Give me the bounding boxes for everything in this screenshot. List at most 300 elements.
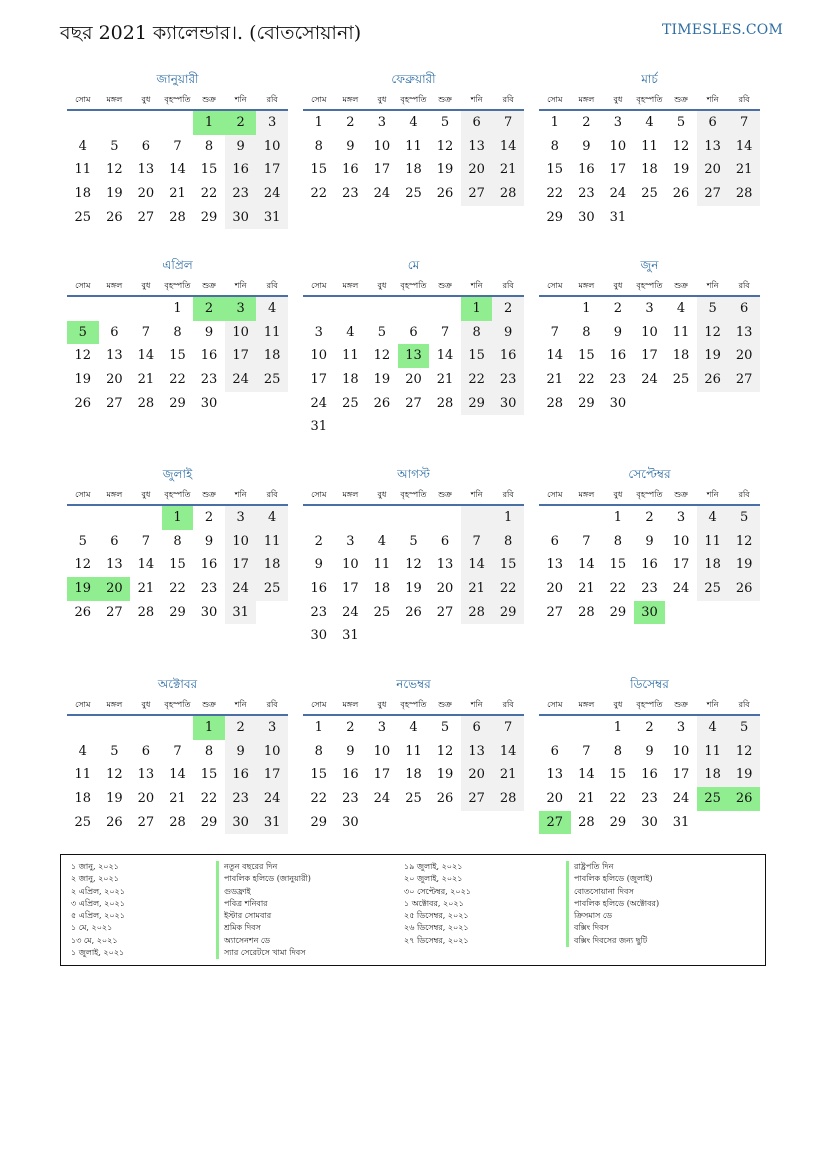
day-cell[interactable]: 3	[676, 720, 686, 735]
day-cell[interactable]: 7	[440, 324, 450, 340]
holiday-day-cell[interactable]: 13	[398, 344, 430, 368]
day-cell[interactable]: 28	[492, 787, 524, 811]
day-cell[interactable]: 26	[697, 368, 729, 392]
day-cell[interactable]: 28	[169, 209, 186, 225]
day-cell[interactable]: 6	[141, 138, 151, 154]
day-cell[interactable]: 28	[169, 814, 186, 830]
site-link[interactable]: TIMESLES.COM	[662, 22, 783, 38]
day-cell[interactable]: 17	[225, 344, 257, 368]
day-cell[interactable]: 11	[256, 321, 288, 345]
day-cell[interactable]: 3	[314, 324, 323, 340]
day-cell[interactable]: 27	[137, 209, 155, 225]
day-cell[interactable]: 26	[373, 395, 391, 411]
day-cell[interactable]: 25	[405, 186, 422, 202]
day-cell[interactable]: 3	[377, 115, 387, 130]
day-cell[interactable]: 13	[728, 321, 760, 345]
day-cell[interactable]: 20	[461, 158, 493, 182]
day-cell[interactable]: 10	[342, 557, 359, 573]
day-cell[interactable]: 10	[256, 135, 288, 159]
day-cell[interactable]: 23	[200, 581, 218, 597]
day-cell[interactable]: 26	[436, 186, 454, 202]
day-cell[interactable]: 1	[613, 510, 623, 525]
day-cell[interactable]: 21	[728, 158, 760, 182]
day-cell[interactable]: 26	[672, 186, 690, 202]
day-cell[interactable]: 7	[173, 138, 182, 154]
day-cell[interactable]: 28	[728, 182, 760, 206]
day-cell[interactable]: 27	[461, 787, 493, 811]
day-cell[interactable]: 4	[697, 716, 729, 740]
day-cell[interactable]: 24	[672, 581, 690, 597]
day-cell[interactable]: 3	[256, 111, 288, 135]
day-cell[interactable]: 19	[728, 763, 760, 787]
day-cell[interactable]: 11	[74, 767, 92, 783]
day-cell[interactable]: 8	[173, 324, 182, 340]
day-cell[interactable]: 4	[256, 506, 288, 530]
day-cell[interactable]: 9	[645, 743, 654, 759]
day-cell[interactable]: 16	[225, 158, 257, 182]
day-cell[interactable]: 22	[169, 581, 186, 597]
day-cell[interactable]: 7	[728, 111, 760, 135]
day-cell[interactable]: 6	[461, 111, 493, 135]
day-cell[interactable]: 18	[256, 553, 288, 577]
day-cell[interactable]: 18	[74, 186, 92, 202]
day-cell[interactable]: 23	[342, 186, 359, 202]
day-cell[interactable]: 11	[405, 743, 422, 759]
day-cell[interactable]: 20	[137, 791, 155, 807]
holiday-day-cell[interactable]: 27	[539, 811, 571, 835]
day-cell[interactable]: 9	[346, 138, 355, 154]
day-cell[interactable]: 8	[613, 743, 623, 759]
day-cell[interactable]: 29	[200, 209, 218, 225]
day-cell[interactable]: 21	[461, 577, 493, 601]
day-cell[interactable]: 21	[578, 791, 595, 807]
day-cell[interactable]: 15	[609, 557, 627, 573]
day-cell[interactable]: 20	[546, 581, 564, 597]
day-cell[interactable]: 12	[436, 138, 454, 154]
day-cell[interactable]: 8	[492, 530, 524, 554]
day-cell[interactable]: 16	[609, 348, 627, 364]
day-cell[interactable]: 3	[613, 115, 623, 130]
day-cell[interactable]: 30	[310, 628, 328, 644]
day-cell[interactable]: 29	[546, 209, 564, 225]
day-cell[interactable]: 9	[645, 533, 654, 549]
day-cell[interactable]: 18	[256, 344, 288, 368]
day-cell[interactable]: 6	[550, 533, 559, 549]
day-cell[interactable]: 19	[728, 553, 760, 577]
day-cell[interactable]: 19	[74, 372, 92, 388]
day-cell[interactable]: 29	[578, 395, 595, 411]
day-cell[interactable]: 15	[578, 348, 595, 364]
day-cell[interactable]: 24	[342, 604, 359, 620]
day-cell[interactable]: 10	[225, 321, 257, 345]
day-cell[interactable]: 6	[697, 111, 729, 135]
day-cell[interactable]: 30	[200, 604, 218, 620]
day-cell[interactable]: 25	[672, 372, 690, 388]
day-cell[interactable]: 21	[578, 581, 595, 597]
day-cell[interactable]: 7	[141, 533, 151, 549]
day-cell[interactable]: 14	[137, 557, 155, 573]
day-cell[interactable]: 9	[346, 743, 355, 759]
day-cell[interactable]: 29	[461, 392, 493, 416]
holiday-day-cell[interactable]: 19	[67, 577, 99, 601]
day-cell[interactable]: 4	[645, 115, 654, 130]
day-cell[interactable]: 25	[697, 577, 729, 601]
day-cell[interactable]: 5	[697, 297, 729, 321]
day-cell[interactable]: 7	[582, 533, 591, 549]
day-cell[interactable]: 15	[200, 162, 218, 178]
day-cell[interactable]: 6	[409, 324, 418, 340]
day-cell[interactable]: 11	[697, 740, 729, 764]
day-cell[interactable]: 4	[346, 324, 355, 340]
day-cell[interactable]: 5	[377, 324, 387, 340]
day-cell[interactable]: 27	[697, 182, 729, 206]
day-cell[interactable]: 17	[310, 372, 328, 388]
day-cell[interactable]: 27	[106, 604, 123, 620]
holiday-day-cell[interactable]: 2	[193, 297, 225, 321]
day-cell[interactable]: 2	[645, 720, 654, 735]
day-cell[interactable]: 9	[492, 321, 524, 345]
day-cell[interactable]: 11	[405, 138, 422, 154]
day-cell[interactable]: 25	[373, 604, 391, 620]
day-cell[interactable]: 25	[74, 814, 92, 830]
day-cell[interactable]: 12	[106, 162, 123, 178]
day-cell[interactable]: 26	[74, 604, 92, 620]
day-cell[interactable]: 14	[169, 162, 186, 178]
day-cell[interactable]: 6	[110, 533, 119, 549]
day-cell[interactable]: 14	[578, 767, 595, 783]
day-cell[interactable]: 20	[106, 372, 123, 388]
day-cell[interactable]: 15	[310, 162, 328, 178]
day-cell[interactable]: 16	[641, 557, 658, 573]
day-cell[interactable]: 21	[169, 186, 186, 202]
holiday-day-cell[interactable]: 25	[697, 787, 729, 811]
day-cell[interactable]: 23	[310, 604, 328, 620]
day-cell[interactable]: 8	[204, 743, 214, 759]
day-cell[interactable]: 17	[225, 553, 257, 577]
day-cell[interactable]: 27	[137, 814, 155, 830]
day-cell[interactable]: 18	[74, 791, 92, 807]
day-cell[interactable]: 8	[173, 533, 182, 549]
day-cell[interactable]: 27	[405, 395, 422, 411]
day-cell[interactable]: 26	[106, 814, 123, 830]
day-cell[interactable]: 25	[405, 791, 422, 807]
day-cell[interactable]: 24	[641, 372, 658, 388]
day-cell[interactable]: 20	[137, 186, 155, 202]
day-cell[interactable]: 4	[78, 138, 87, 154]
day-cell[interactable]: 18	[672, 348, 690, 364]
day-cell[interactable]: 22	[310, 186, 328, 202]
day-cell[interactable]: 23	[578, 186, 595, 202]
day-cell[interactable]: 31	[342, 628, 359, 644]
day-cell[interactable]: 28	[546, 395, 564, 411]
day-cell[interactable]: 27	[728, 368, 760, 392]
day-cell[interactable]: 15	[169, 557, 186, 573]
day-cell[interactable]: 13	[461, 135, 493, 159]
day-cell[interactable]: 20	[436, 581, 454, 597]
day-cell[interactable]: 26	[74, 395, 92, 411]
day-cell[interactable]: 27	[106, 395, 123, 411]
day-cell[interactable]: 11	[672, 324, 690, 340]
day-cell[interactable]: 8	[582, 324, 591, 340]
day-cell[interactable]: 7	[461, 530, 493, 554]
day-cell[interactable]: 18	[405, 767, 422, 783]
day-cell[interactable]: 13	[461, 740, 493, 764]
day-cell[interactable]: 28	[137, 395, 155, 411]
day-cell[interactable]: 21	[137, 581, 155, 597]
day-cell[interactable]: 17	[373, 162, 391, 178]
day-cell[interactable]: 12	[405, 557, 422, 573]
day-cell[interactable]: 12	[74, 557, 92, 573]
day-cell[interactable]: 13	[106, 348, 123, 364]
day-cell[interactable]: 11	[373, 557, 391, 573]
day-cell[interactable]: 22	[578, 372, 595, 388]
day-cell[interactable]: 8	[550, 138, 559, 154]
day-cell[interactable]: 2	[225, 716, 257, 740]
day-cell[interactable]: 11	[74, 162, 92, 178]
day-cell[interactable]: 24	[256, 182, 288, 206]
day-cell[interactable]: 18	[342, 372, 359, 388]
day-cell[interactable]: 8	[204, 138, 214, 154]
day-cell[interactable]: 10	[609, 138, 627, 154]
day-cell[interactable]: 1	[173, 301, 182, 316]
day-cell[interactable]: 22	[169, 372, 186, 388]
day-cell[interactable]: 20	[697, 158, 729, 182]
day-cell[interactable]: 26	[106, 209, 123, 225]
holiday-day-cell[interactable]: 3	[225, 297, 257, 321]
day-cell[interactable]: 7	[550, 324, 559, 340]
day-cell[interactable]: 2	[645, 510, 654, 525]
day-cell[interactable]: 9	[613, 324, 623, 340]
day-cell[interactable]: 14	[578, 557, 595, 573]
day-cell[interactable]: 28	[492, 182, 524, 206]
day-cell[interactable]: 9	[582, 138, 591, 154]
day-cell[interactable]: 29	[492, 601, 524, 625]
holiday-day-cell[interactable]: 20	[99, 577, 131, 601]
day-cell[interactable]: 23	[609, 372, 627, 388]
day-cell[interactable]: 3	[676, 510, 686, 525]
day-cell[interactable]: 26	[405, 604, 422, 620]
day-cell[interactable]: 16	[342, 767, 359, 783]
holiday-day-cell[interactable]: 26	[728, 787, 760, 811]
day-cell[interactable]: 28	[137, 604, 155, 620]
day-cell[interactable]: 19	[436, 767, 454, 783]
day-cell[interactable]: 14	[461, 553, 493, 577]
day-cell[interactable]: 8	[613, 533, 623, 549]
day-cell[interactable]: 12	[373, 348, 391, 364]
day-cell[interactable]: 28	[578, 814, 595, 830]
day-cell[interactable]: 22	[200, 186, 218, 202]
day-cell[interactable]: 7	[492, 111, 524, 135]
day-cell[interactable]: 31	[225, 601, 257, 625]
day-cell[interactable]: 16	[200, 557, 218, 573]
day-cell[interactable]: 19	[697, 344, 729, 368]
day-cell[interactable]: 13	[697, 135, 729, 159]
day-cell[interactable]: 12	[728, 740, 760, 764]
day-cell[interactable]: 12	[436, 743, 454, 759]
day-cell[interactable]: 31	[256, 811, 288, 835]
holiday-day-cell[interactable]: 1	[162, 506, 194, 530]
day-cell[interactable]: 13	[106, 557, 123, 573]
day-cell[interactable]: 21	[169, 791, 186, 807]
day-cell[interactable]: 19	[106, 791, 123, 807]
day-cell[interactable]: 24	[256, 787, 288, 811]
day-cell[interactable]: 8	[461, 321, 493, 345]
day-cell[interactable]: 29	[169, 395, 186, 411]
day-cell[interactable]: 29	[609, 814, 627, 830]
day-cell[interactable]: 25	[256, 577, 288, 601]
day-cell[interactable]: 10	[256, 740, 288, 764]
holiday-day-cell[interactable]: 30	[634, 601, 666, 625]
day-cell[interactable]: 19	[373, 372, 391, 388]
day-cell[interactable]: 27	[546, 604, 564, 620]
day-cell[interactable]: 30	[609, 395, 627, 411]
day-cell[interactable]: 29	[310, 814, 328, 830]
day-cell[interactable]: 6	[141, 743, 151, 759]
day-cell[interactable]: 5	[409, 533, 418, 549]
day-cell[interactable]: 6	[110, 324, 119, 340]
day-cell[interactable]: 10	[310, 348, 328, 364]
day-cell[interactable]: 24	[373, 186, 391, 202]
day-cell[interactable]: 20	[461, 763, 493, 787]
day-cell[interactable]: 2	[314, 533, 323, 549]
day-cell[interactable]: 31	[310, 419, 328, 435]
day-cell[interactable]: 24	[672, 791, 690, 807]
day-cell[interactable]: 10	[641, 324, 658, 340]
day-cell[interactable]: 30	[225, 811, 257, 835]
holiday-day-cell[interactable]: 1	[193, 716, 225, 740]
day-cell[interactable]: 11	[641, 138, 658, 154]
day-cell[interactable]: 27	[436, 604, 454, 620]
day-cell[interactable]: 25	[74, 209, 92, 225]
day-cell[interactable]: 29	[169, 604, 186, 620]
day-cell[interactable]: 4	[676, 301, 686, 316]
day-cell[interactable]: 6	[440, 533, 450, 549]
day-cell[interactable]: 17	[609, 162, 627, 178]
day-cell[interactable]: 4	[697, 506, 729, 530]
day-cell[interactable]: 2	[346, 720, 355, 735]
day-cell[interactable]: 25	[256, 368, 288, 392]
holiday-day-cell[interactable]: 5	[67, 321, 99, 345]
day-cell[interactable]: 28	[436, 395, 454, 411]
day-cell[interactable]: 3	[225, 506, 257, 530]
day-cell[interactable]: 1	[550, 115, 559, 130]
day-cell[interactable]: 16	[342, 162, 359, 178]
day-cell[interactable]: 16	[641, 767, 658, 783]
day-cell[interactable]: 13	[137, 162, 155, 178]
day-cell[interactable]: 17	[641, 348, 658, 364]
day-cell[interactable]: 18	[641, 162, 658, 178]
day-cell[interactable]: 25	[342, 395, 359, 411]
day-cell[interactable]: 17	[373, 767, 391, 783]
day-cell[interactable]: 2	[204, 510, 214, 525]
day-cell[interactable]: 22	[609, 791, 627, 807]
day-cell[interactable]: 3	[256, 716, 288, 740]
day-cell[interactable]: 6	[461, 716, 493, 740]
day-cell[interactable]: 20	[546, 791, 564, 807]
day-cell[interactable]: 4	[377, 533, 387, 549]
day-cell[interactable]: 12	[728, 530, 760, 554]
day-cell[interactable]: 15	[492, 553, 524, 577]
day-cell[interactable]: 25	[641, 186, 658, 202]
day-cell[interactable]: 3	[346, 533, 355, 549]
day-cell[interactable]: 7	[582, 743, 591, 759]
day-cell[interactable]: 26	[728, 577, 760, 601]
day-cell[interactable]: 21	[546, 372, 564, 388]
day-cell[interactable]: 15	[169, 348, 186, 364]
day-cell[interactable]: 9	[225, 135, 257, 159]
day-cell[interactable]: 18	[373, 581, 391, 597]
day-cell[interactable]: 30	[342, 814, 359, 830]
day-cell[interactable]: 24	[373, 791, 391, 807]
day-cell[interactable]: 30	[578, 209, 595, 225]
day-cell[interactable]: 22	[310, 791, 328, 807]
day-cell[interactable]: 29	[200, 814, 218, 830]
holiday-day-cell[interactable]: 2	[225, 111, 257, 135]
day-cell[interactable]: 23	[342, 791, 359, 807]
day-cell[interactable]: 31	[672, 814, 690, 830]
day-cell[interactable]: 24	[225, 368, 257, 392]
day-cell[interactable]: 1	[582, 301, 591, 316]
day-cell[interactable]: 9	[314, 557, 323, 573]
day-cell[interactable]: 23	[641, 581, 658, 597]
day-cell[interactable]: 20	[728, 344, 760, 368]
day-cell[interactable]: 4	[409, 720, 418, 735]
day-cell[interactable]: 17	[672, 557, 690, 573]
day-cell[interactable]: 13	[137, 767, 155, 783]
day-cell[interactable]: 13	[546, 557, 564, 573]
day-cell[interactable]: 17	[256, 158, 288, 182]
day-cell[interactable]: 16	[310, 581, 328, 597]
day-cell[interactable]: 17	[256, 763, 288, 787]
day-cell[interactable]: 29	[609, 604, 627, 620]
day-cell[interactable]: 22	[200, 791, 218, 807]
day-cell[interactable]: 5	[728, 506, 760, 530]
day-cell[interactable]: 5	[440, 720, 450, 735]
day-cell[interactable]: 23	[641, 791, 658, 807]
day-cell[interactable]: 14	[728, 135, 760, 159]
day-cell[interactable]: 9	[204, 324, 214, 340]
day-cell[interactable]: 4	[256, 297, 288, 321]
day-cell[interactable]: 6	[550, 743, 559, 759]
day-cell[interactable]: 16	[225, 763, 257, 787]
day-cell[interactable]: 21	[492, 763, 524, 787]
day-cell[interactable]: 23	[225, 182, 257, 206]
day-cell[interactable]: 14	[137, 348, 155, 364]
day-cell[interactable]: 3	[645, 301, 654, 316]
day-cell[interactable]: 10	[672, 743, 690, 759]
day-cell[interactable]: 9	[204, 533, 214, 549]
day-cell[interactable]: 4	[409, 115, 418, 130]
day-cell[interactable]: 10	[672, 533, 690, 549]
day-cell[interactable]: 22	[461, 368, 493, 392]
day-cell[interactable]: 28	[578, 604, 595, 620]
day-cell[interactable]: 2	[346, 115, 355, 130]
day-cell[interactable]: 10	[373, 743, 391, 759]
day-cell[interactable]: 18	[697, 553, 729, 577]
day-cell[interactable]: 26	[436, 791, 454, 807]
day-cell[interactable]: 30	[641, 814, 658, 830]
day-cell[interactable]: 21	[137, 372, 155, 388]
day-cell[interactable]: 27	[461, 182, 493, 206]
day-cell[interactable]: 12	[697, 321, 729, 345]
day-cell[interactable]: 12	[106, 767, 123, 783]
day-cell[interactable]: 19	[106, 186, 123, 202]
day-cell[interactable]: 1	[613, 720, 623, 735]
day-cell[interactable]: 5	[676, 115, 686, 130]
day-cell[interactable]: 1	[314, 115, 323, 130]
day-cell[interactable]: 20	[405, 372, 422, 388]
day-cell[interactable]: 16	[200, 348, 218, 364]
